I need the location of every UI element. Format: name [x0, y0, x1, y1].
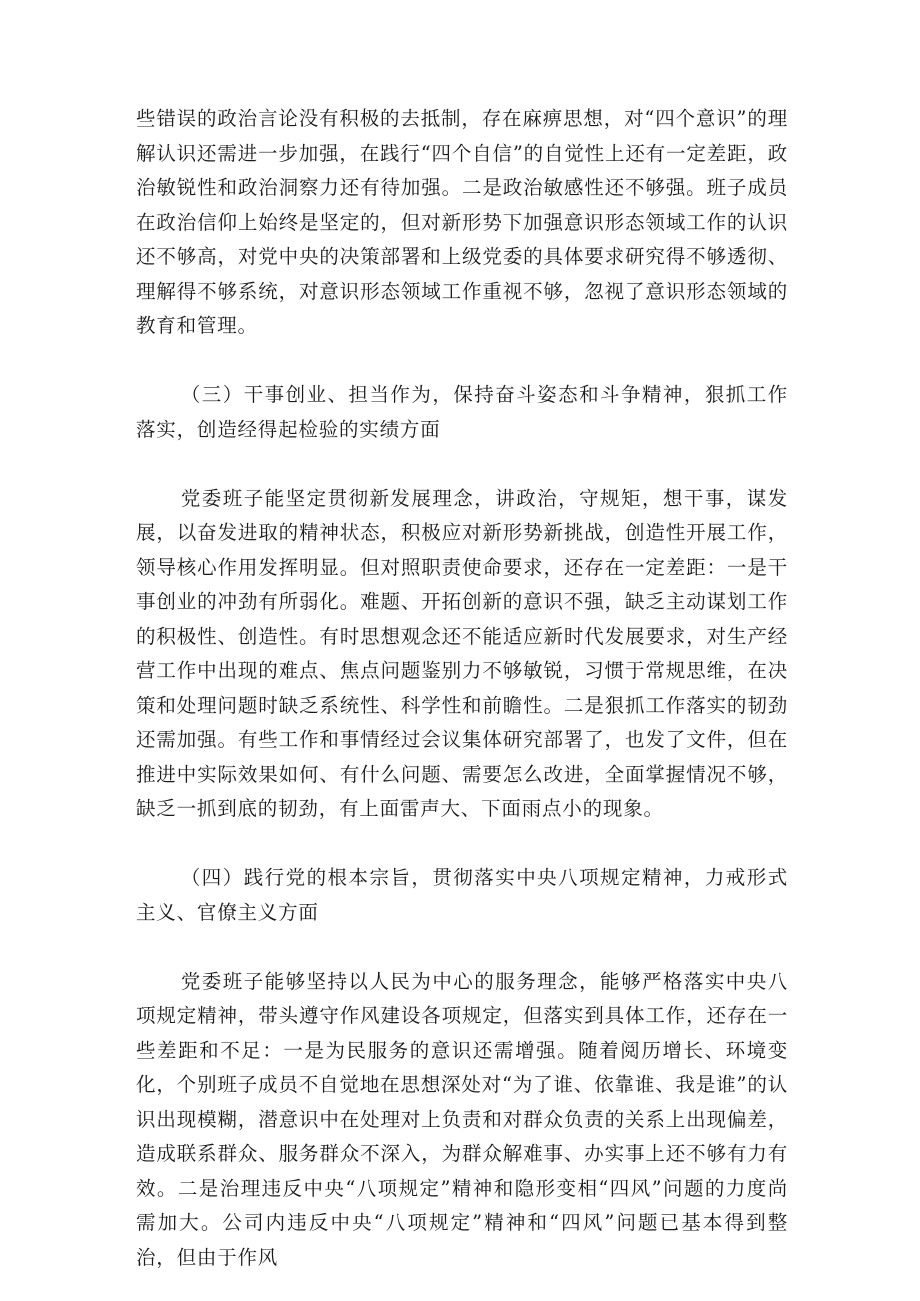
paragraph-body: 党委班子能坚定贯彻新发展理念，讲政治，守规矩，想干事，谋发展，以奋发进取的精神状态，积极应对新形势新挑战，创造性开展工作，领导核心作用发挥明显。但对照职责使命要求，还存在一定差距：一是干事创业的冲劲有所弱化。难题、开拓创新的意识不强，缺乏主动谋划工作的积极性、创造性。有时思想观念还不能适应新时代发展要求，对生产经营工作中出现的难点、焦点问题鉴别力不够敏锐，习惯于常规思维，在决策和处理问题时缺乏系统性、科学性和前瞻性。二是狠抓工作落实的韧劲还需加强。有些工作和事情经过会议集体研究部署了，也发了文件，但在推进中实际效果如何、有什么问题、需要怎么改进，全面掌握情况不够，缺乏一抓到底的韧劲，有上面雷声大、下面雨点小的现象。: [136, 486, 788, 820]
section-heading-3: （三）干事创业、担当作为，保持奋斗姿态和斗争精神，狠抓工作落实，创造经得起检验的实绩方面: [136, 383, 788, 441]
paragraph-continuation: 些错误的政治言论没有积极的去抵制，存在麻痹思想，对“四个意识”的理解认识还需进一步加强，在践行“四个自信”的自觉性上还有一定差距，政治敏锐性和政治洞察力还有待加强。二是政治敏感性还不够强。班子成员在政治信仰上始终是坚定的，但对新形势下加强意识形态领域工作的认识还不够高，对党中央的决策部署和上级党委的具体要求研究得不够透彻、理解得不够系统，对意识形态领域工作重视不够，忽视了意识形态领域的教育和管理。: [136, 107, 788, 337]
section-heading-4: （四）践行党的根本宗旨，贯彻落实中央八项规定精神，力戒形式主义、官僚主义方面: [136, 866, 788, 924]
paragraph-body: 党委班子能够坚持以人民为中心的服务理念，能够严格落实中央八项规定精神，带头遵守作风建设各项规定，但落实到具体工作，还存在一些差距和不足：一是为民服务的意识还需增强。随着阅历增长、环境变化，个别班子成员不自觉地在思想深处对“为了谁、依靠谁、我是谁”的认识出现模糊，潜意识中在处理对上负责和对群众负责的关系上出现偏差，造成联系群众、服务群众不深入，为群众解难事、办实事上还不够有力有效。二是治理违反中央“八项规定”精神和隐形变相“四风”问题的力度尚需加大。公司内违反中央“八项规定”精神和“四风”问题已基本得到整治，但由于作风: [136, 969, 788, 1269]
